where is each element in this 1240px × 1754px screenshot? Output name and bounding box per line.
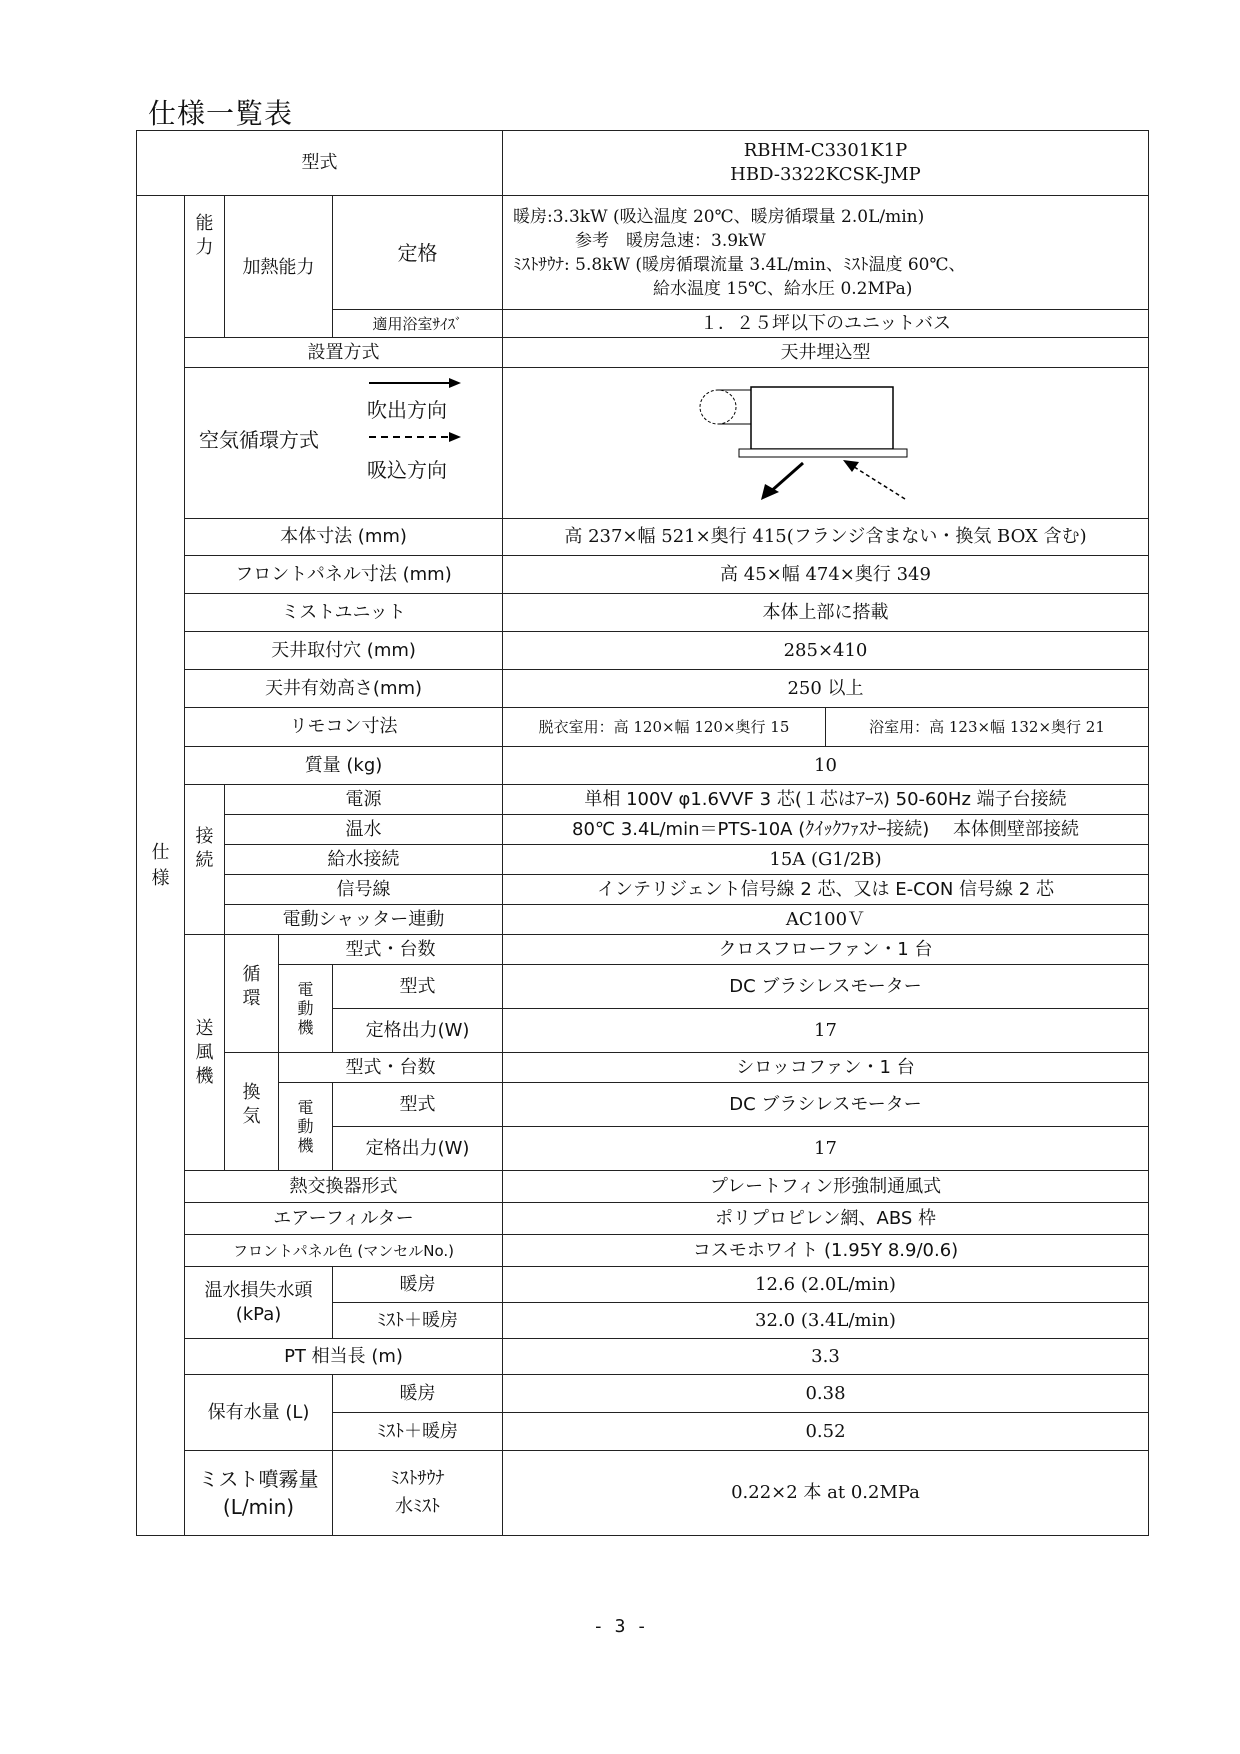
- ventilation-motor-text: 電動機: [297, 1098, 314, 1155]
- panel-color-value: コスモホワイト (1.95Y 8.9/0.6): [503, 1235, 1149, 1267]
- fan-group-label: [185, 935, 225, 1171]
- head-loss-heating-label: 暖房: [333, 1267, 503, 1303]
- rated-line-3: ﾐｽﾄｻｳﾅ: 5.8kW (暖房循環流量 3.4L/min、ﾐｽﾄ温度 60℃、: [513, 254, 966, 275]
- remote-dressing-size: 脱衣室用：高 120×幅 120×奥行 15: [538, 718, 790, 736]
- water-volume-heating-value: 0.38: [503, 1375, 1149, 1413]
- heating-capacity-label: 加熱能力: [225, 196, 333, 338]
- ceiling-hole-value: 285×410: [503, 632, 1149, 670]
- bathroom-size-value: １．２５坪以下のユニットバス: [503, 310, 1149, 338]
- install-value: 天井埋込型: [503, 338, 1149, 368]
- signal-line-value: インテリジェント信号線 2 芯、又は E-CON 信号線 2 芯: [503, 875, 1149, 905]
- water-volume-label: 保有水量 (L): [185, 1375, 333, 1451]
- capacity-group-label: [185, 196, 225, 338]
- page-number: - 3 -: [592, 1616, 648, 1637]
- head-loss-mist-label: ﾐｽﾄ＋暖房: [333, 1303, 503, 1339]
- spec-side-label: [137, 196, 185, 1536]
- head-loss-label-2: (kPa): [235, 1303, 282, 1325]
- page-title: 仕様一覧表: [148, 97, 294, 130]
- mist-unit-value: 本体上部に搭載: [503, 594, 1149, 632]
- remote-bath-size: 浴室用：高 123×幅 132×奥行 21: [869, 718, 1105, 736]
- circulation-motor-type-value: DC ブラシレスモーター: [503, 965, 1149, 1009]
- front-panel-size-value: 高 45×幅 474×奥行 349: [503, 556, 1149, 594]
- ventilation-motor-type-label: 型式: [333, 1083, 503, 1127]
- power-label: 電源: [225, 785, 503, 815]
- rated-line-1: 暖房:3.3kW (吸込温度 20℃、暖房循環量 2.0L/min): [513, 206, 925, 227]
- water-supply-value: 15A (G1/2B): [503, 845, 1149, 875]
- connection-group-text: 接続: [195, 826, 214, 871]
- circulation-motor-text: 電動機: [297, 980, 314, 1037]
- ventilation-label-text: 換気: [242, 1082, 261, 1127]
- mist-spray-value: 0.22×2 本 at 0.2MPa: [503, 1451, 1149, 1536]
- air-circulation-diagram: [503, 369, 1143, 517]
- model-value-2: HBD-3322KCSK-JMP: [730, 164, 921, 185]
- outlet-legend-label: 吹出方向: [367, 398, 447, 422]
- head-loss-label-1: 温水損失水頭: [204, 1279, 313, 1301]
- install-label: 設置方式: [185, 338, 503, 368]
- model-label: 型式: [137, 131, 503, 196]
- ceiling-height-label: 天井有効高さ(mm): [185, 670, 503, 708]
- head-loss-mist-value: 32.0 (3.4L/min): [503, 1303, 1149, 1339]
- pt-length-value: 3.3: [503, 1339, 1149, 1375]
- rated-value: [503, 196, 1149, 310]
- body-size-value: 高 237×幅 521×奥行 415(フランジ含まない・換気 BOX 含む): [503, 519, 1149, 556]
- mass-value: 10: [503, 747, 1149, 785]
- spec-side-label-text: 仕様: [151, 841, 170, 889]
- inlet-legend-label: 吸込方向: [367, 458, 447, 482]
- rated-label: 定格: [333, 196, 503, 310]
- power-value: 単相 100V φ1.6VVF 3 芯(１芯はｱｰｽ) 50-60Hz 端子台接続: [503, 785, 1149, 815]
- heat-exchanger-value: プレートフィン形強制通風式: [503, 1171, 1149, 1203]
- mist-spray-sub-1: ﾐｽﾄｻｳﾅ: [390, 1468, 445, 1489]
- mist-spray-label: [185, 1451, 333, 1536]
- connection-group-label: [185, 785, 225, 935]
- water-volume-heating-label: 暖房: [333, 1375, 503, 1413]
- circulation-motor-label: [279, 965, 333, 1053]
- ventilation-output-value: 17: [503, 1127, 1149, 1171]
- mist-spray-sub-2: 水ﾐｽﾄ: [395, 1496, 440, 1517]
- mist-spray-label-1: ミスト噴霧量: [198, 1467, 319, 1491]
- remote-size-label: リモコン寸法: [185, 708, 503, 747]
- signal-line-label: 信号線: [225, 875, 503, 905]
- air-circulation-label: 空気循環方式: [199, 428, 319, 452]
- air-filter-value: ポリプロピレン網、ABS 枠: [503, 1203, 1149, 1235]
- inlet-arrow-legend: [365, 430, 465, 444]
- hot-water-label: 温水: [225, 815, 503, 845]
- body-size-label: 本体寸法 (mm): [185, 519, 503, 556]
- front-panel-size-label: フロントパネル寸法 (mm): [185, 556, 503, 594]
- ventilation-type-count-label: 型式・台数: [279, 1053, 503, 1083]
- model-value: [503, 131, 1149, 196]
- outlet-arrow-legend: [365, 376, 465, 390]
- mist-spray-label-2: (L/min): [222, 1495, 295, 1519]
- head-loss-label: [185, 1267, 333, 1339]
- ventilation-type-count-value: シロッコファン・1 台: [503, 1053, 1149, 1083]
- spec-table: [136, 130, 1149, 1536]
- water-volume-mist-value: 0.52: [503, 1413, 1149, 1451]
- circulation-output-value: 17: [503, 1009, 1149, 1053]
- water-volume-mist-label: ﾐｽﾄ＋暖房: [333, 1413, 503, 1451]
- fan-group-text: 送風機: [195, 1017, 214, 1087]
- circulation-label-text: 循環: [242, 964, 261, 1009]
- circulation-label: [225, 935, 279, 1053]
- ventilation-motor-label: [279, 1083, 333, 1171]
- heat-exchanger-label: 熱交換器形式: [185, 1171, 503, 1203]
- pt-length-label: PT 相当長 (m): [185, 1339, 503, 1375]
- panel-color-label: フロントパネル色 (マンセルNo.): [185, 1235, 503, 1267]
- shutter-link-label: 電動シャッター連動: [225, 905, 503, 935]
- head-loss-heating-value: 12.6 (2.0L/min): [503, 1267, 1149, 1303]
- mass-label: 質量 (kg): [185, 747, 503, 785]
- rated-line-2: 参考 暖房急速：3.9kW: [575, 230, 766, 251]
- ceiling-hole-label: 天井取付穴 (mm): [185, 632, 503, 670]
- mist-spray-sub-label: [333, 1451, 503, 1536]
- bathroom-size-label: 適用浴室ｻｲｽﾞ: [333, 310, 503, 338]
- remote-size-value: [503, 708, 1149, 747]
- rated-line-4: 給水温度 15℃、給水圧 0.2MPa): [653, 278, 913, 299]
- shutter-link-value: AC100Ｖ: [503, 905, 1149, 935]
- air-filter-label: エアーフィルター: [185, 1203, 503, 1235]
- circulation-output-label: 定格出力(W): [333, 1009, 503, 1053]
- capacity-group-text: 能力: [195, 213, 214, 258]
- air-circulation-cell: [185, 368, 503, 519]
- air-circulation-diagram-cell: [503, 368, 1149, 519]
- hot-water-value: 80℃ 3.4L/min＝PTS-10A (ｸｲｯｸﾌｧｽﾅｰ接続) 本体側壁部接続: [503, 815, 1149, 845]
- circulation-type-count-label: 型式・台数: [279, 935, 503, 965]
- ceiling-height-value: 250 以上: [503, 670, 1149, 708]
- ventilation-motor-type-value: DC ブラシレスモーター: [503, 1083, 1149, 1127]
- ventilation-output-label: 定格出力(W): [333, 1127, 503, 1171]
- circulation-type-count-value: クロスフローファン・1 台: [503, 935, 1149, 965]
- water-supply-label: 給水接続: [225, 845, 503, 875]
- circulation-motor-type-label: 型式: [333, 965, 503, 1009]
- ventilation-label: [225, 1053, 279, 1171]
- mist-unit-label: ミストユニット: [185, 594, 503, 632]
- model-value-1: RBHM-C3301K1P: [743, 140, 908, 161]
